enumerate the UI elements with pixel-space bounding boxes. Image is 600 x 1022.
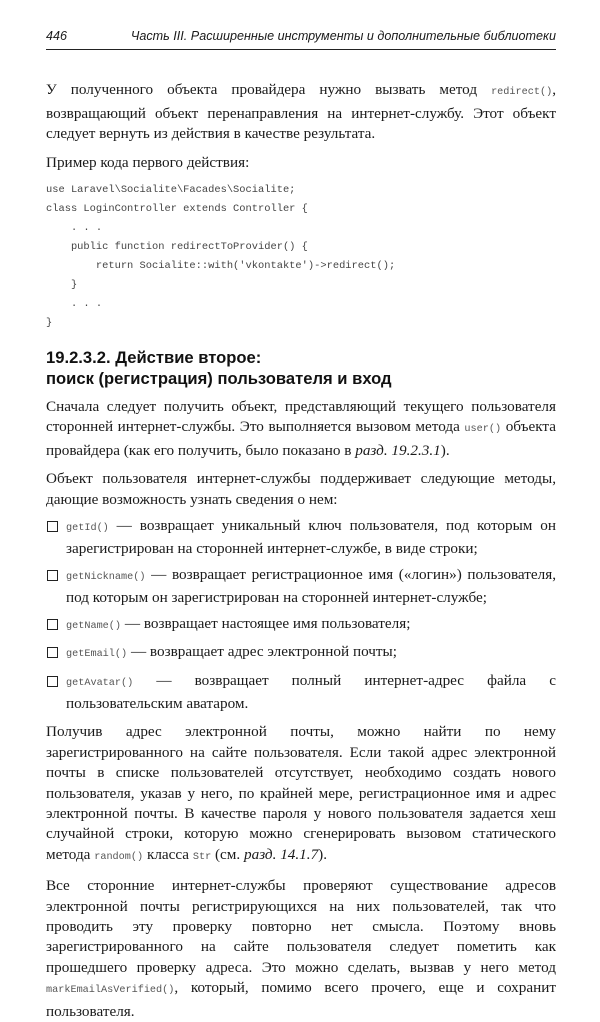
running-title: Часть III. Расширенные инструменты и дополнительные библиотеки — [130, 29, 556, 43]
verify-text: Все сторонние интернет-службы проверяют существование адресов электронной почты регистрирующихся на них пользователей, так что проводить эту проверку повторно нет смысла. Поэтому вновь зарегистрированного на сайте пользователя следует пометить как прошедшего проверку адреса. Это можно сделать, вызвав у него метод — [46, 877, 556, 976]
verify-paragraph — [46, 876, 556, 1022]
intro-paragraph — [46, 80, 556, 144]
method-code: getName() — [66, 620, 122, 632]
intro-text-after: , возвращающий объект перенаправления на интернет-службу. Этот объект следует вернуть из действия в качестве результата. — [46, 81, 556, 143]
list-item — [46, 565, 556, 609]
list-item — [46, 516, 556, 560]
checkbox-bullet-icon — [47, 647, 58, 658]
email-text: Получив адрес электронной почты, можно найти по нему зарегистрированного на сайте пользователя. Если такой адрес электронной почты в списке пользователей отсутствует, необходимо создать нового пользователя, указав у него, по крайней мере, регистрационное имя и адрес электронной почты. В качестве пароля у нового пользователя задается хеш случайной строки, которую можно сгенерировать вызовом статического метода — [46, 723, 556, 863]
checkbox-bullet-icon — [47, 521, 58, 532]
inline-code-str: Str — [192, 851, 212, 863]
method-description: — возвращает уникальный ключ пользователя, под которым он зарегистрирован на сторонней интернет-службе, в виде строки; — [66, 517, 556, 558]
code-line: . . . — [46, 222, 103, 235]
page-header — [46, 26, 556, 50]
first-text-middle: объекта провайдера (как его получить, было показано в — [46, 418, 556, 459]
list-item — [46, 614, 556, 637]
method-code: getNickname() — [66, 571, 146, 583]
code-line: } — [46, 317, 53, 330]
verify-text-after: , который, помимо всего прочего, еще и сохранит пользователя. — [46, 979, 556, 1020]
method-description: — возвращает адрес электронной почты; — [127, 643, 397, 661]
method-description: — возвращает полный интернет-адрес файла с пользовательским аватаром. — [66, 671, 556, 712]
list-item — [46, 671, 556, 715]
code-line: public function redirectToProvider() { — [46, 241, 308, 254]
email-text-after: ). — [318, 845, 328, 863]
inline-code-verify: markEmailAsVerified() — [46, 985, 175, 997]
code-line: use Laravel\Socialite\Facades\Socialite; — [46, 184, 296, 197]
code-line: } — [46, 279, 78, 292]
checkbox-bullet-icon — [47, 619, 58, 630]
method-description: — возвращает настоящее имя пользователя; — [121, 614, 411, 632]
inline-code-user: user() — [464, 424, 502, 436]
method-description: — возвращает регистрационное имя («логин») пользователя, под которым он зарегистрирован на сторонней интернет-службе; — [66, 565, 556, 607]
method-code: getEmail() — [66, 649, 128, 661]
methods-list — [46, 516, 556, 714]
list-item — [46, 642, 556, 665]
code-line: class LoginController extends Controller { — [46, 203, 308, 216]
code-line: . . . — [46, 298, 103, 311]
section-heading — [46, 347, 556, 389]
inline-code-random: random() — [94, 851, 144, 863]
email-text-middle2: (см. — [211, 845, 244, 863]
section-heading-line1: 19.2.3.2. Действие второе: — [46, 348, 262, 368]
first-text-after: ). — [440, 441, 450, 459]
code-block — [46, 181, 556, 333]
email-paragraph — [46, 722, 556, 868]
method-code: getId() — [66, 523, 109, 535]
section-ref: разд. 19.2.3.1 — [355, 441, 441, 459]
code-line: return Socialite::with('vkontakte')->redirect(); — [46, 260, 396, 273]
first-text: Сначала следует получить объект, представляющий текущего пользователя сторонней интернет-службы. Это выполняется вызовом метода — [46, 398, 556, 436]
methods-intro: Объект пользователя интернет-службы поддерживает следующие методы, дающие возможность узнать сведения о нем: — [46, 470, 556, 508]
intro-text: У полученного объекта провайдера нужно вызвать метод — [46, 81, 492, 99]
book-page — [46, 26, 556, 1022]
section-heading-line2: поиск (регистрация) пользователя и вход — [46, 369, 392, 389]
checkbox-bullet-icon — [47, 570, 58, 581]
inline-code-redirect: redirect() — [491, 87, 553, 99]
section-ref: разд. 14.1.7 — [244, 845, 319, 863]
checkbox-bullet-icon — [47, 676, 58, 687]
example-label: Пример кода первого действия: — [46, 153, 250, 171]
email-text-middle: класса — [143, 845, 193, 863]
page-number: 446 — [46, 29, 68, 43]
method-code: getAvatar() — [66, 677, 134, 689]
first-paragraph — [46, 397, 556, 461]
